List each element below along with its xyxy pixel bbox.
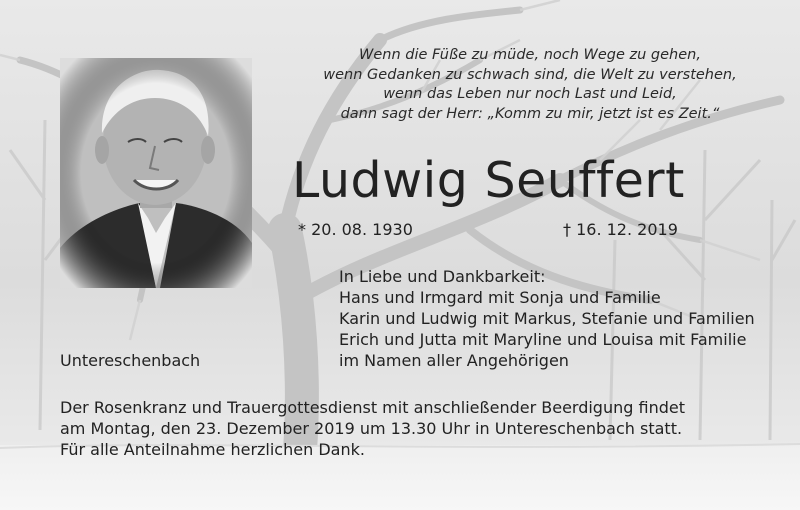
birth-date: * 20. 08. 1930	[298, 220, 413, 239]
poem	[260, 46, 800, 124]
portrait-photo	[60, 58, 252, 288]
notice-line: am Montag, den 23. Dezember 2019 um 13.30 Uhr in Untereschenbach statt.	[60, 419, 683, 438]
mourners-heading: In Liebe und Dankbarkeit:	[339, 267, 546, 286]
notice-line: Der Rosenkranz und Trauergottesdienst mit anschließender Beerdigung findet	[60, 398, 685, 417]
poem-line: wenn Gedanken zu schwach sind, die Welt zu verstehen,	[323, 66, 737, 83]
mourners-list	[339, 266, 755, 371]
poem-line: wenn das Leben nur noch Last und Leid,	[383, 86, 677, 102]
poem-line: dann sagt der Herr: „Komm zu mir, jetzt ist es Zeit.“	[340, 105, 720, 122]
mourner-line: Erich und Jutta mit Maryline und Louisa mit Familie	[339, 330, 747, 349]
mourner-line: Karin und Ludwig mit Markus, Stefanie und Familien	[339, 309, 755, 328]
funeral-notice	[60, 397, 685, 460]
mourner-line: im Namen aller Angehörigen	[339, 351, 569, 370]
mourner-line: Hans und Irmgard mit Sonja und Familie	[339, 288, 661, 307]
poem-line: Wenn die Füße zu müde, noch Wege zu gehen,	[359, 47, 701, 63]
notice-line: Für alle Anteilnahme herzlichen Dank.	[60, 440, 365, 459]
deceased-name: Ludwig Seuffert	[292, 152, 685, 209]
death-date: † 16. 12. 2019	[563, 220, 678, 239]
place-name: Untereschenbach	[60, 351, 201, 370]
